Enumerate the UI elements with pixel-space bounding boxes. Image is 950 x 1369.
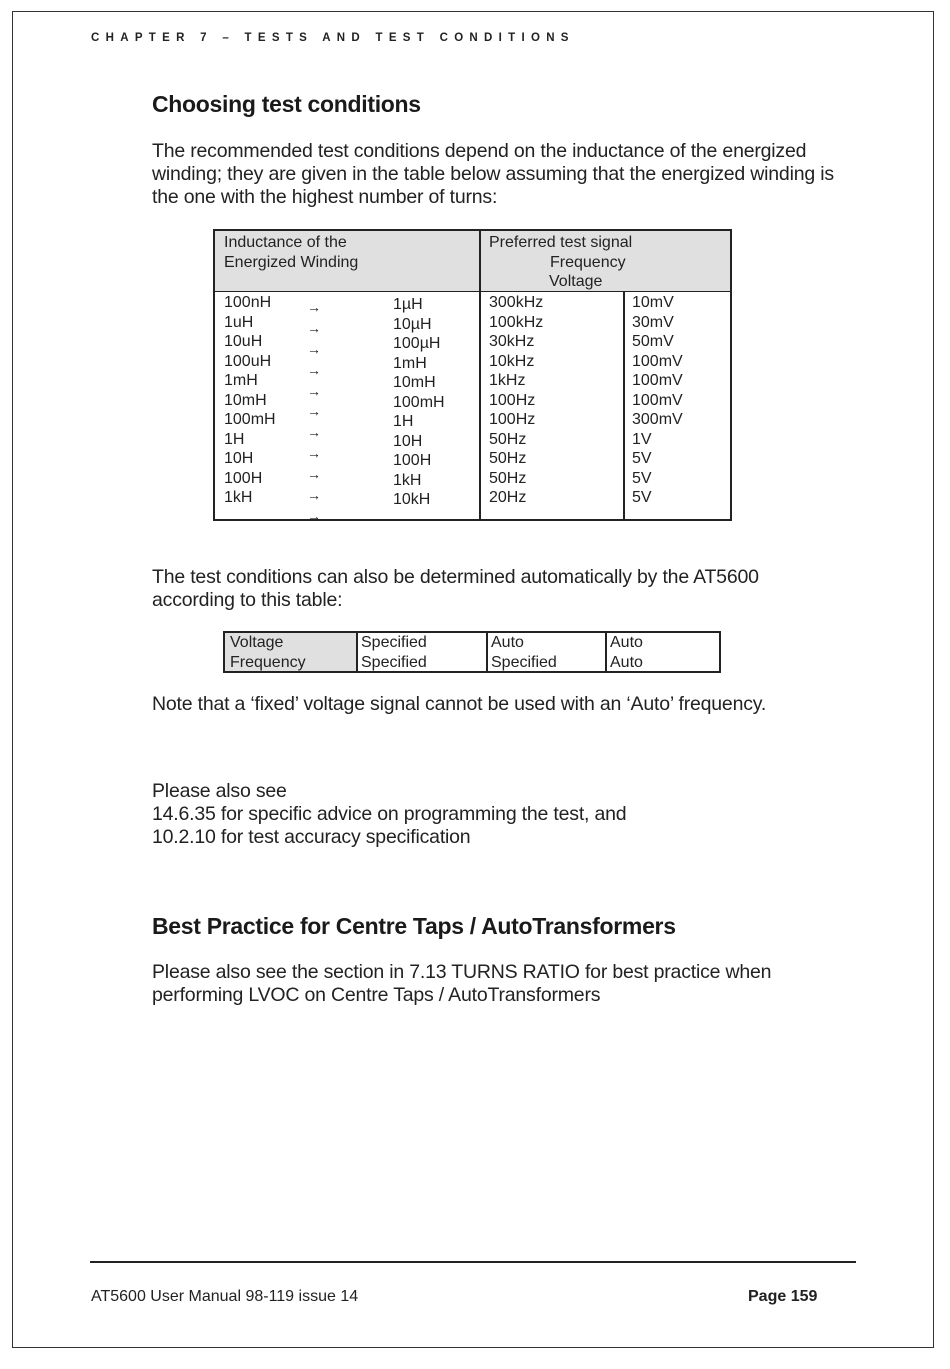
cell-from: 10uH [224, 333, 263, 350]
arrow-icon: → [307, 487, 321, 504]
intro-line: the one with the highest number of turns: [152, 186, 498, 208]
note-paragraph [152, 693, 766, 716]
auto-table-cell: Specified [491, 653, 557, 671]
intro-line: winding; they are given in the table below assuming that the energized winding is [152, 163, 834, 185]
cell-voltage: 5V [632, 469, 652, 487]
cell-voltage: 5V [632, 489, 652, 506]
header-test-signal: Preferred test signal [489, 234, 633, 251]
auto-table-cell: Specified [361, 653, 427, 671]
cell-frequency: 20Hz [489, 489, 527, 506]
cell-frequency: 100kHz [489, 313, 544, 331]
table-divider [356, 633, 358, 671]
auto-table-cell: Frequency [230, 653, 306, 671]
intro-line: The recommended test conditions depend on the inductance of the energized [152, 140, 807, 162]
note-line: Note that a ‘fixed’ voltage signal cannot be used with an ‘Auto’ frequency. [152, 693, 767, 715]
cell-frequency: 1kHz [489, 372, 526, 389]
column-voltage [632, 293, 683, 508]
cell-from: 1uH [224, 313, 254, 331]
see-also-line: 10.2.10 for test accuracy specification [152, 826, 471, 848]
centre-taps-line: performing LVOC on Centre Taps / AutoTransformers [152, 984, 601, 1006]
header-inductance [224, 233, 358, 272]
cell-frequency: 100Hz [489, 411, 536, 428]
cell-to: 1H [393, 413, 414, 430]
cell-voltage: 30mV [632, 313, 674, 331]
footer-page-number: Page 159 [748, 1288, 818, 1305]
see-also-line: 14.6.35 for specific advice on programming the test, and [152, 803, 627, 825]
cell-to: 100H [393, 452, 432, 469]
cell-frequency: 50Hz [489, 469, 527, 487]
table-divider [486, 633, 488, 671]
arrow-icon: → [307, 382, 321, 399]
auto-table-cell: Specified [361, 634, 427, 651]
arrow-icon: → [307, 507, 321, 524]
arrow-icon: → [307, 340, 321, 357]
cell-from: 100H [224, 469, 263, 487]
cell-voltage: 10mV [632, 294, 674, 311]
cell-voltage: 5V [632, 450, 652, 467]
auto-line: The test conditions can also be determined automatically by the AT5600 [152, 566, 759, 588]
cell-to: 10kH [393, 491, 431, 508]
cell-voltage: 100mV [632, 391, 683, 409]
cell-to: 1kH [393, 471, 422, 489]
cell-from: 10H [224, 450, 254, 467]
cell-frequency: 50Hz [489, 450, 527, 467]
section-title-centre-taps: Best Practice for Centre Taps / AutoTransformers [152, 913, 676, 939]
cell-to: 10H [393, 432, 423, 450]
column-from [224, 293, 276, 508]
cell-to: 10µH [393, 315, 432, 333]
centre-taps-paragraph [152, 961, 771, 1007]
cell-frequency: 300kHz [489, 294, 544, 311]
table-divider [479, 231, 481, 519]
cell-voltage: 1V [632, 430, 652, 448]
header-voltage: Voltage [549, 273, 603, 290]
cell-frequency: 10kHz [489, 352, 535, 370]
arrow-icon: → [307, 445, 321, 462]
footer-rule [90, 1261, 856, 1263]
section-title-test-conditions: Choosing test conditions [152, 91, 421, 117]
see-also-line: Please also see [152, 780, 287, 802]
cell-to: 10mH [393, 374, 436, 391]
page-border [12, 11, 934, 1348]
auto-table-cell: Auto [610, 653, 643, 671]
cell-from: 100mH [224, 411, 276, 428]
arrow-icon: → [307, 403, 321, 420]
auto-table-cell: Auto [610, 634, 643, 651]
auto-table-column [491, 633, 557, 672]
intro-paragraph [152, 140, 834, 209]
auto-conditions-table [223, 631, 721, 673]
cell-to: 1mH [393, 354, 427, 372]
arrow-icon: → [307, 361, 321, 378]
cell-voltage: 50mV [632, 333, 674, 350]
auto-table-cell: Auto [491, 634, 524, 651]
header-inductance-line: Inductance of the [224, 234, 347, 251]
column-to [393, 295, 445, 510]
see-also-paragraph [152, 780, 626, 849]
cell-from: 100uH [224, 352, 272, 370]
table-divider [623, 292, 625, 519]
cell-frequency: 50Hz [489, 430, 527, 448]
auto-table-column [610, 633, 643, 672]
cell-from: 1H [224, 430, 245, 448]
cell-voltage: 100mV [632, 352, 683, 370]
column-frequency [489, 293, 543, 508]
recommended-conditions-table [213, 229, 732, 524]
auto-table-cell: Voltage [230, 634, 284, 651]
cell-from: 10mH [224, 391, 267, 409]
cell-from: 1mH [224, 372, 258, 389]
arrow-icon: → [307, 299, 321, 315]
auto-paragraph [152, 566, 759, 612]
cell-frequency: 100Hz [489, 391, 536, 409]
arrow-icon: → [307, 424, 321, 441]
arrow-icon: → [307, 466, 321, 483]
footer-manual-title: AT5600 User Manual 98-119 issue 14 [91, 1288, 359, 1305]
centre-taps-line: Please also see the section in 7.13 TURNS RATIO for best practice when [152, 961, 772, 983]
cell-to: 100µH [393, 335, 441, 352]
auto-line: according to this table: [152, 589, 343, 611]
cell-from: 100nH [224, 294, 272, 311]
auto-table-column [361, 633, 427, 672]
cell-to: 100mH [393, 393, 445, 411]
arrow-icon: → [307, 319, 321, 336]
cell-frequency: 30kHz [489, 333, 535, 350]
cell-to: 1µH [393, 296, 423, 313]
column-arrows [307, 297, 321, 527]
header-inductance-line: Energized Winding [224, 253, 359, 271]
cell-voltage: 300mV [632, 411, 683, 428]
header-frequency: Frequency [550, 253, 626, 271]
cell-voltage: 100mV [632, 372, 683, 389]
table-divider [605, 633, 607, 671]
cell-from: 1kH [224, 489, 253, 506]
auto-table-column [230, 633, 306, 672]
chapter-header: CHAPTER 7 – TESTS AND TEST CONDITIONS [91, 32, 575, 44]
